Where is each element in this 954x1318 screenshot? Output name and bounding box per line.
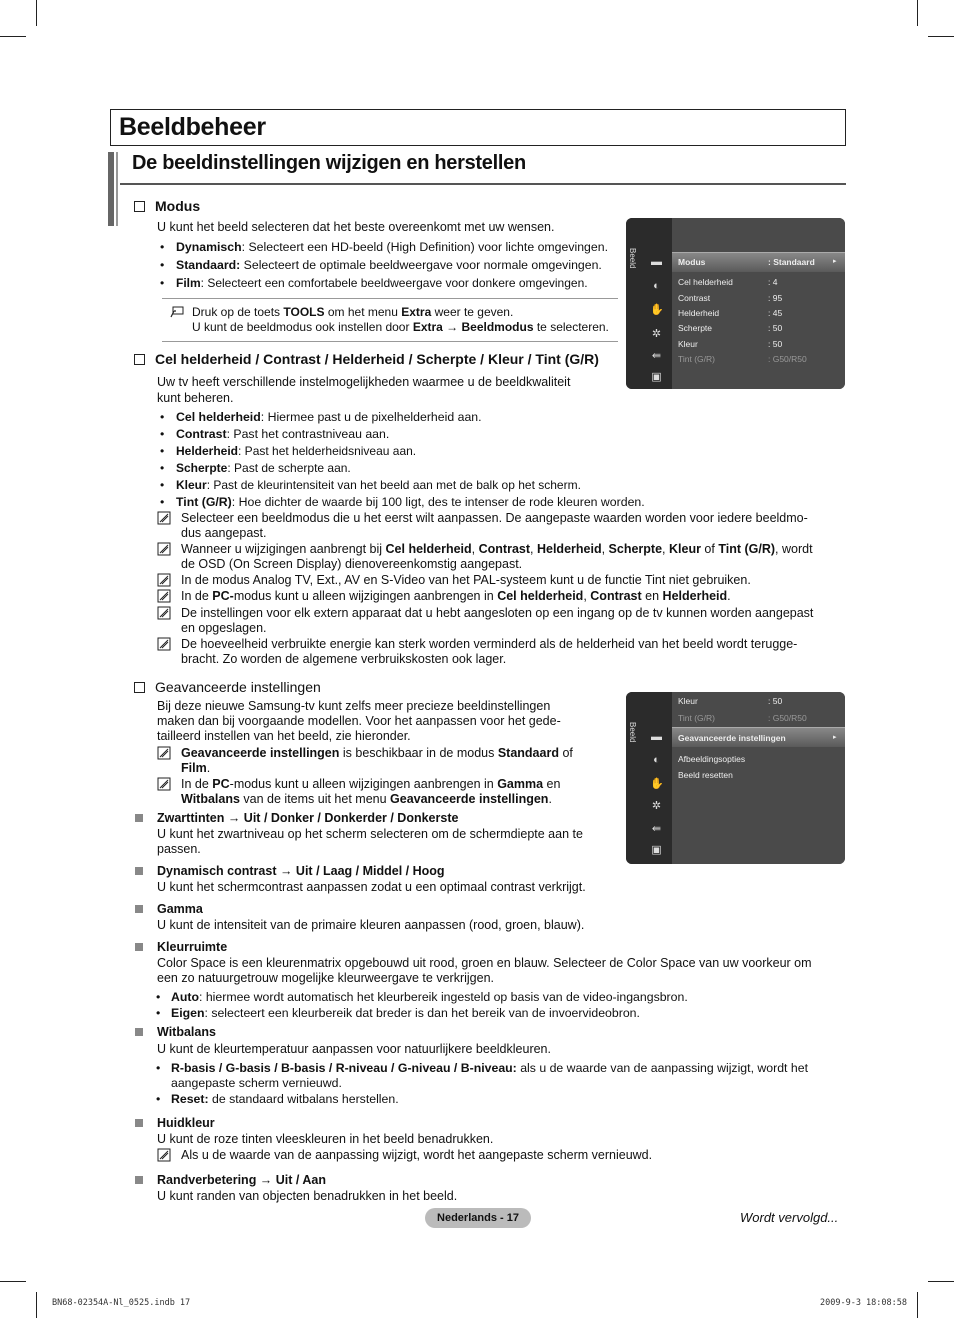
note-icon [157,606,172,620]
osd-row-label[interactable]: Contrast [678,293,711,303]
osd-row-value: : Standaard [768,257,815,267]
tools-tip-box [162,298,618,342]
osd-row-value: : 50 [768,696,783,706]
page-number: Nederlands - 17 [425,1208,531,1228]
adv-item-dynamisch: Dynamisch contrast → Uit / Laag / Middel / Hoog U kunt het schermcontrast aanpassen zodat u een optimaal contrast verkrijgt. [157,864,586,895]
crop-mark [36,0,37,26]
adv-item-huidkleur: Huidkleur U kunt de roze tinten vleeskleuren in het beeld benadrukken. [157,1116,493,1147]
tools-line-1: Druk op de toets TOOLS om het menu Extra weer te geven. [192,305,514,319]
page-title-box [110,109,846,146]
osd-row-value: : 4 [768,277,778,287]
crop-mark [36,1292,37,1318]
osd-row-value: : 95 [768,293,783,303]
note-icon [157,777,172,791]
note: Geavanceerde instellingen is beschikbaar in de modus Standaard of Film. [181,746,573,776]
osd-row-label[interactable]: Kleur [678,339,698,349]
arrow-right-icon: ▸ [833,734,837,741]
adv-item-zwart: Zwarttinten → Uit / Donker / Donkerder / Donkerste U kunt het zwartniveau op het scherm selecteren om de schermdiepte aan te passen. [157,811,583,857]
tools-line-2: U kunt de beeldmodus ook instellen door Extra → Beeldmodus te selecteren. [192,320,609,334]
osd-row-label[interactable]: Cel helderheid [678,277,733,287]
section-title: De beeldinstellingen wijzigen en herstellen [132,152,526,174]
list-item: • Kleur: Past de kleurintensiteit van het beeld aan met de balk op het scherm. [160,478,581,492]
checkbox-icon [134,354,145,365]
note-icon [157,637,172,651]
note-icon [157,589,172,603]
section-rule [120,183,846,185]
cel-intro-1: Uw tv heeft verschillende instelmogelijkheden waarmee u de beeldkwaliteit [157,375,571,389]
arrow-right-icon: ▸ [833,258,837,265]
continued-label: Wordt vervolgd... [740,1210,839,1225]
setup-icon: ✲ [651,328,662,340]
list-item: • R-basis / G-basis / B-basis / R-niveau / G-niveau / B-niveau: als u de waarde van de aanpassing wijzigt, wordt het aangepaste scherm vernieuwd. [156,1061,808,1090]
list-item: • Contrast: Past het contrastniveau aan. [160,427,390,441]
adv-intro-3: tailleerd instellen van het beeld, zie hieronder. [157,729,411,743]
crop-mark [928,36,954,37]
checkbox-icon [134,682,145,693]
section-bar-thin [116,152,118,226]
crop-mark [0,36,26,37]
square-bullet-icon [135,814,143,822]
note-icon [157,746,172,760]
list-item: • Film: Selecteert een comfortabele beeldweergave voor donkere omgevingen. [160,276,588,290]
print-info-left: BN68-02354A-Nl_0525.indb 17 [52,1298,191,1308]
osd-row-label: Tint (G/R) [678,354,715,364]
list-item: • Helderheid: Past het helderheidsniveau aan. [160,444,417,458]
modus-intro: U kunt het beeld selecteren dat het beste overeenkomt met uw wensen. [157,220,555,234]
sound-icon: ◐ [653,280,660,292]
note: Selecteer een beeldmodus die u het eerst wilt aanpassen. De aangepaste waarden worden voor iedere beeldmo- dus aangepast. [181,511,808,541]
osd-side-label: Beeld [628,722,637,743]
adv-item-randverbetering: Randverbetering → Uit / Aan U kunt randen van objecten benadrukken in het beeld. [157,1173,457,1204]
crop-mark [928,1281,954,1282]
note-icon [157,1148,172,1162]
checkbox-icon [134,201,145,212]
osd-advanced-menu [626,692,845,864]
osd-row-value: : 50 [768,339,783,349]
note: In de PC-modus kunt u alleen wijzigingen aanbrengen in Gamma en Witbalans van de items uit het menu Geavanceerde instellingen. [181,777,560,807]
square-bullet-icon [135,867,143,875]
square-bullet-icon [135,943,143,951]
application-icon: ▣ [651,371,662,383]
osd-row-value: : G50/R50 [768,354,807,364]
square-bullet-icon [135,1119,143,1127]
list-item: • Dynamisch: Selecteert een HD-beeld (High Definition) voor lichte omgevingen. [160,240,608,254]
crop-mark [917,1292,918,1318]
note: In de PC-modus kunt u alleen wijzigingen aanbrengen in Cel helderheid, Contrast en Helderheid. [181,589,731,604]
note: De instellingen voor elk extern apparaat dat u hebt aangesloten op een ingang op de tv kunnen worden aangepast en opgeslagen. [181,606,813,636]
tools-icon [170,306,184,318]
cel-heading: Cel helderheid / Contrast / Helderheid / Scherpte / Kleur / Tint (G/R) [134,351,599,367]
list-item: • Eigen: selecteert een kleurbereik dat breder is dan het bereik van de invoervideobron. [156,1006,640,1020]
note: De hoeveelheid verbruikte energie kan sterk worden verminderd als de helderheid van het beeld wordt terugge- bracht. Zo worden de algemene verbruikskosten ook lager. [181,637,797,667]
note-icon [157,573,172,587]
list-item: • Cel helderheid: Hiermee past u de pixelhelderheid aan. [160,410,482,424]
osd-row-label[interactable]: Modus [678,257,706,267]
adv-item-witbalans: Witbalans U kunt de kleurtemperatuur aanpassen voor natuurlijkere beeldkleuren. [157,1025,551,1057]
note-icon [157,542,172,556]
square-bullet-icon [135,905,143,913]
list-item: • Reset: de standaard witbalans herstellen. [156,1092,399,1106]
list-item: • Scherpte: Past de scherpte aan. [160,461,351,475]
picture-icon: ▬ [651,256,662,268]
sound-icon: ◐ [653,754,660,766]
crop-mark [917,0,918,26]
osd-picture-menu [626,218,845,389]
osd-row-value: : 45 [768,308,783,318]
osd-sidebar [626,692,672,864]
note-icon [157,511,172,525]
osd-sidebar [626,218,672,389]
channel-icon: ✋ [650,304,664,316]
input-icon: ⇚ [651,823,662,835]
osd-row-label[interactable]: Scherpte [678,323,713,333]
adv-item-gamma: Gamma U kunt de intensiteit van de primaire kleuren aanpassen (rood, groen, blauw). [157,902,584,933]
list-item: • Auto: hiermee wordt automatisch het kleurbereik ingesteld op basis van de video-ingangsbron. [156,990,688,1004]
crop-mark [0,1281,26,1282]
osd-row-label[interactable]: Helderheid [678,308,720,318]
osd-row-label[interactable]: Afbeeldingsopties [678,754,746,764]
input-icon: ⇚ [651,350,662,362]
channel-icon: ✋ [650,778,664,790]
adv-intro-1: Bij deze nieuwe Samsung-tv kunt zelfs meer precieze beeldinstellingen [157,699,551,713]
print-info-right: 2009-9-3 18:08:58 [820,1298,907,1308]
osd-row-label[interactable]: Kleur [678,696,698,706]
note: Als u de waarde van de aanpassing wijzigt, wordt het aangepaste scherm vernieuwd. [181,1148,652,1163]
adv-heading: Geavanceerde instellingen [134,679,321,695]
list-item: • Tint (G/R): Hoe dichter de waarde bij 100 ligt, des te intenser de rode kleuren worden. [160,495,645,509]
section-bar [108,152,114,226]
application-icon: ▣ [651,844,662,856]
square-bullet-icon [135,1176,143,1184]
square-bullet-icon [135,1028,143,1036]
adv-item-kleurruimte: Kleurruimte Color Space is een kleurenmatrix opgebouwd uit rood, groen en blauw. Selecteer de Color Space van uw voorkeur om een zo natuurgetrouw mogelijke kleurweergave te verkrijgen. [157,940,812,986]
note: Wanneer u wijzigingen aanbrengt bij Cel helderheid, Contrast, Helderheid, Scherpte, Kleur of Tint (G/R), wordt de OSD (On Screen Display) dienovereenkomstig aangepast. [181,542,813,572]
note: In de modus Analog TV, Ext., AV en S-Video van het PAL-systeem kunt u de functie Tint niet gebruiken. [181,573,751,588]
cel-intro-2: kunt beheren. [157,391,234,405]
list-item: • Standaard: Selecteert de optimale beeldweergave voor normale omgevingen. [160,258,602,272]
osd-row-label[interactable]: Geavanceerde instellingen [678,733,786,743]
osd-row-label[interactable]: Beeld resetten [678,770,733,780]
osd-row-value: : G50/R50 [768,713,807,723]
setup-icon: ✲ [651,800,662,812]
osd-row-value: : 50 [768,323,783,333]
adv-intro-2: maken dan bij voorgaande modellen. Voor het aanpassen voor het gede- [157,714,561,728]
osd-row-label: Tint (G/R) [678,713,715,723]
modus-heading: Modus [134,198,200,214]
osd-side-label: Beeld [628,248,637,269]
page-title: Beeldbeheer [119,113,266,141]
picture-icon: ▬ [651,731,662,743]
